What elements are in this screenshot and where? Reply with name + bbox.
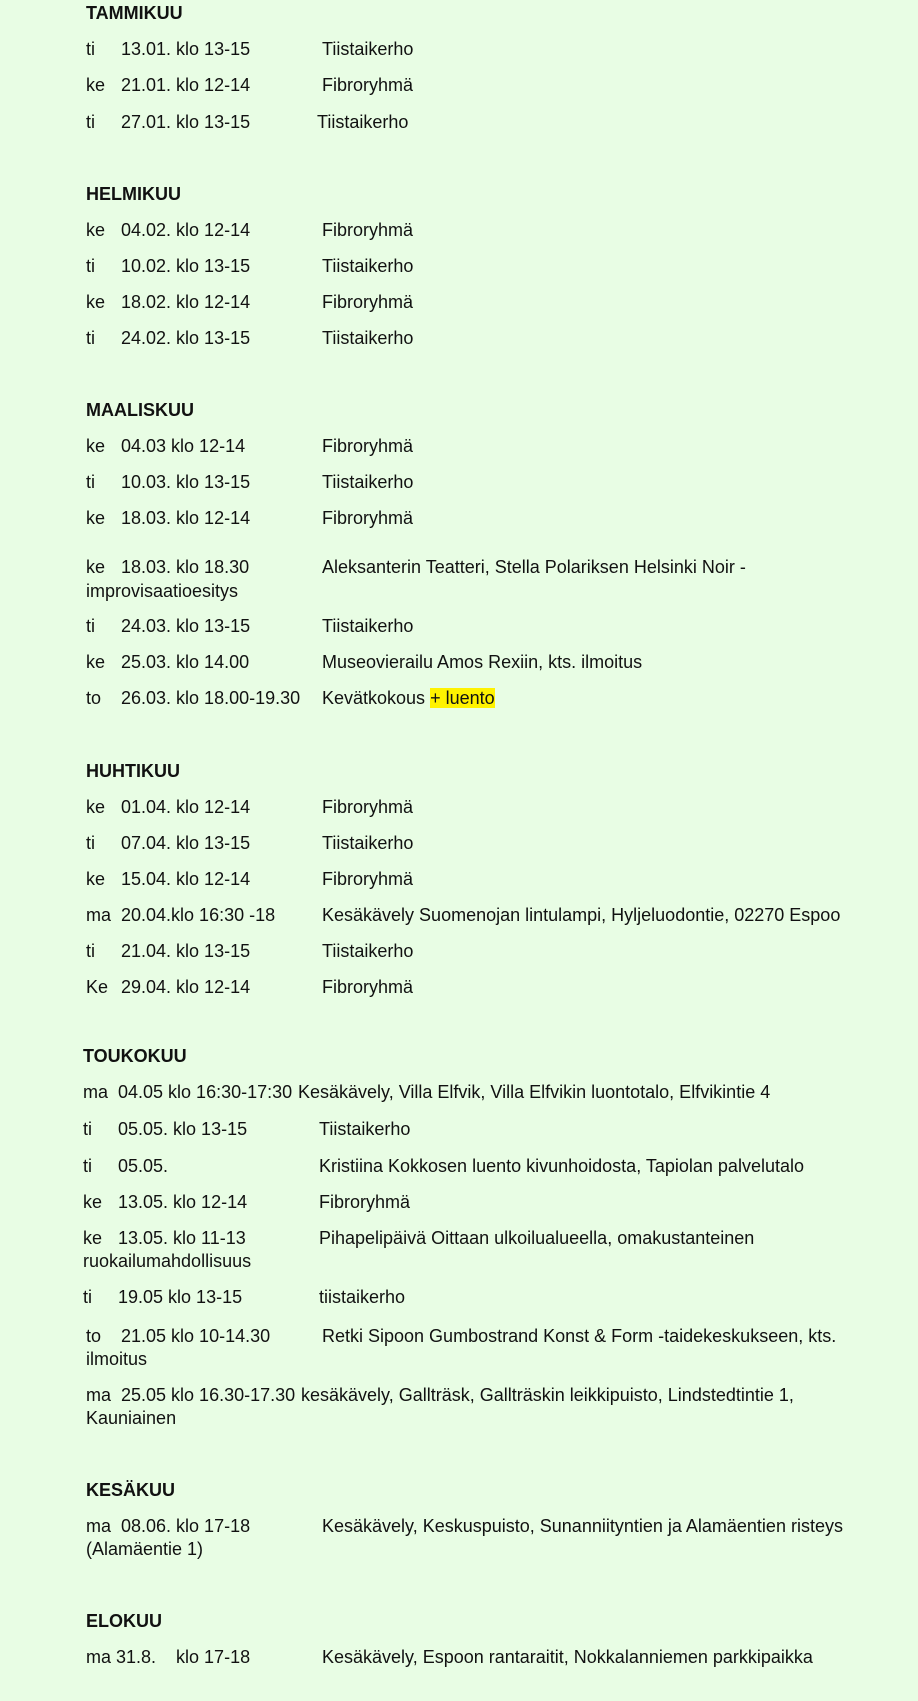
event-title: Fibroryhmä — [322, 508, 414, 528]
event-title-continued: ilmoitus — [86, 1349, 148, 1369]
event-title: Fibroryhmä — [322, 869, 414, 889]
event-time: 20.04.klo 16:30 -18 — [121, 905, 276, 925]
event-title: Museovierailu Amos Rexiin, kts. ilmoitus — [322, 652, 643, 672]
event-day: ti — [83, 1156, 92, 1176]
event-time: 25.03. klo 14.00 — [121, 652, 250, 672]
event-day: ma — [83, 1082, 109, 1102]
event-title-continued: ruokailumahdollisuus — [83, 1251, 252, 1271]
event-time: 04.03 klo 12-14 — [121, 436, 246, 456]
event-day: ke — [86, 869, 106, 889]
event-title: Retki Sipoon Gumbostrand Konst & Form -taidekeskukseen, kts. — [322, 1326, 837, 1346]
month-heading: TOUKOKUU — [83, 1046, 187, 1066]
event-time: 13.05. klo 12-14 — [118, 1192, 248, 1212]
event-day: ma — [86, 905, 112, 925]
event-time: 13.01. klo 13-15 — [121, 39, 251, 59]
event-title — [322, 687, 495, 709]
event-title: Fibroryhmä — [322, 436, 414, 456]
event-day: ke — [86, 220, 106, 240]
event-time: 01.04. klo 12-14 — [121, 797, 251, 817]
event-time: 24.02. klo 13-15 — [121, 328, 251, 348]
event-title: Pihapelipäivä Oittaan ulkoilualueella, omakustanteinen — [319, 1228, 755, 1248]
event-title: kesäkävely, Gallträsk, Gallträskin leikkipuisto, Lindstedtintie 1, — [301, 1385, 794, 1405]
event-day: ti — [86, 256, 95, 276]
event-day: ti — [83, 1119, 92, 1139]
highlighted-text: + luento — [430, 688, 495, 708]
event-day: ti — [83, 1287, 92, 1307]
event-title: Tiistaikerho — [322, 472, 414, 492]
event-title-continued: improvisaatioesitys — [86, 581, 239, 601]
event-time: 24.03. klo 13-15 — [121, 616, 251, 636]
month-heading: MAALISKUU — [86, 400, 194, 420]
event-time: 18.02. klo 12-14 — [121, 292, 251, 312]
event-title-text: Kevätkokous — [322, 688, 431, 708]
month-heading: TAMMIKUU — [86, 3, 183, 23]
event-day: ma — [86, 1647, 112, 1667]
month-heading: KESÄKUU — [86, 1480, 176, 1500]
event-time: 27.01. klo 13-15 — [121, 112, 251, 132]
event-time: 18.03. klo 12-14 — [121, 508, 251, 528]
event-title: Fibroryhmä — [322, 220, 414, 240]
event-title: Fibroryhmä — [322, 797, 414, 817]
event-title: Fibroryhmä — [322, 977, 414, 997]
event-time: 19.05 klo 13-15 — [118, 1287, 243, 1307]
event-time: 29.04. klo 12-14 — [121, 977, 251, 997]
event-day: ti — [86, 941, 95, 961]
event-day: ke — [86, 436, 106, 456]
event-time: 05.05. klo 13-15 — [118, 1119, 248, 1139]
event-time: 21.04. klo 13-15 — [121, 941, 251, 961]
event-title-continued: (Alamäentie 1) — [86, 1539, 204, 1559]
event-title: tiistaikerho — [319, 1287, 406, 1307]
event-time: 07.04. klo 13-15 — [121, 833, 251, 853]
event-day: ke — [86, 652, 106, 672]
event-title: Kristiina Kokkosen luento kivunhoidosta, Tapiolan palvelutalo — [319, 1156, 804, 1176]
event-title: Tiistaikerho — [322, 833, 414, 853]
event-time: 10.03. klo 13-15 — [121, 472, 251, 492]
event-title: Tiistaikerho — [322, 256, 414, 276]
event-day: ma — [86, 1385, 112, 1405]
event-title: Kesäkävely, Espoon rantaraitit, Nokkalanniemen parkkipaikka — [322, 1647, 813, 1667]
event-day: to — [86, 1326, 102, 1346]
event-time: 25.05 klo 16.30-17.30 — [121, 1385, 296, 1405]
event-title: Kesäkävely, Villa Elfvik, Villa Elfvikin luontotalo, Elfvikintie 4 — [298, 1082, 771, 1102]
month-heading: ELOKUU — [86, 1611, 162, 1631]
event-day: ti — [86, 833, 95, 853]
event-day: ke — [86, 75, 106, 95]
month-heading: HELMIKUU — [86, 184, 181, 204]
event-title: Fibroryhmä — [322, 292, 414, 312]
month-heading: HUHTIKUU — [86, 761, 180, 781]
event-day: ti — [86, 328, 95, 348]
event-time: 26.03. klo 18.00-19.30 — [121, 688, 301, 708]
event-time: 21.01. klo 12-14 — [121, 75, 251, 95]
event-day: ti — [86, 472, 95, 492]
event-time: 15.04. klo 12-14 — [121, 869, 251, 889]
event-time: 10.02. klo 13-15 — [121, 256, 251, 276]
event-title: Tiistaikerho — [322, 328, 414, 348]
event-time: 04.05 klo 16:30-17:30 — [118, 1082, 293, 1102]
event-title: Tiistaikerho — [317, 112, 409, 132]
event-title: Fibroryhmä — [322, 75, 414, 95]
event-day: ke — [86, 292, 106, 312]
event-title: Tiistaikerho — [322, 941, 414, 961]
event-day: ti — [86, 39, 95, 59]
event-title: Tiistaikerho — [322, 616, 414, 636]
event-title-continued: Kauniainen — [86, 1408, 177, 1428]
event-time: 13.05. klo 11-13 — [118, 1228, 246, 1248]
event-title: Aleksanterin Teatteri, Stella Polariksen Helsinki Noir - — [322, 557, 746, 577]
event-title: Tiistaikerho — [319, 1119, 411, 1139]
event-title: Kesäkävely, Keskuspuisto, Sunanniityntien ja Alamäentien risteys — [322, 1516, 843, 1536]
event-title: Fibroryhmä — [319, 1192, 411, 1212]
event-time: 18.03. klo 18.30 — [121, 557, 250, 577]
event-day: to — [86, 688, 102, 708]
event-day: ke — [83, 1228, 103, 1248]
event-time: 04.02. klo 12-14 — [121, 220, 251, 240]
event-time: 05.05. — [118, 1156, 169, 1176]
event-day: ma — [86, 1516, 112, 1536]
event-day: ti — [86, 616, 95, 636]
event-day: ke — [86, 797, 106, 817]
event-day: ti — [86, 112, 95, 132]
event-time: 31.8. klo 17-18 — [116, 1647, 251, 1667]
event-day: ke — [83, 1192, 103, 1212]
event-time: 21.05 klo 10-14.30 — [121, 1326, 271, 1346]
event-day: ke — [86, 557, 106, 577]
event-day: ke — [86, 508, 106, 528]
event-title: Kesäkävely Suomenojan lintulampi, Hyljeluodontie, 02270 Espoo — [322, 905, 841, 925]
event-title: Tiistaikerho — [322, 39, 414, 59]
event-time: 08.06. klo 17-18 — [121, 1516, 251, 1536]
event-day: Ke — [86, 977, 109, 997]
